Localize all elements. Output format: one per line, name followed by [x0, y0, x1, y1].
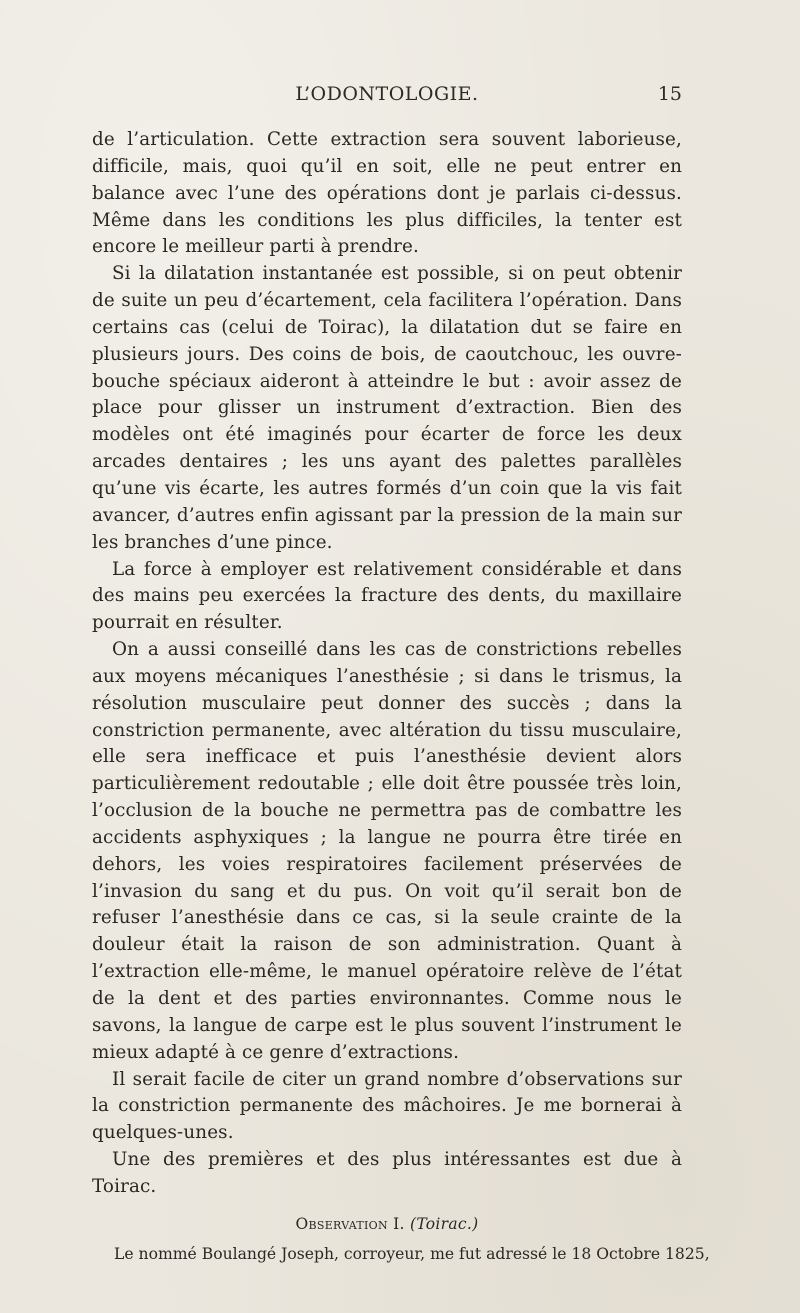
page-header	[92, 83, 682, 113]
observation-source: (Toirac.)	[410, 1214, 479, 1233]
paragraph-toirac: Une des premières et des plus intéressantes est due à Toirac.	[92, 1149, 682, 1197]
page-number: 15	[657, 83, 682, 105]
paragraph-observations: Il serait facile de citer un grand nombre d’observations sur la constriction permanente des mâchoires. Je me bornerai à quelques-unes.	[92, 1068, 682, 1144]
paragraph-dilatation: Si la dilatation instantanée est possible, si on peut obtenir de suite un peu d’écartement, cela facilitera l’opération. Dans certains cas (celui de Toirac), la dilatation dut se faire en plusieurs jours. Des coins de bois, de caoutchouc, les ouvre-bouche spéciaux aideront à atteindre le but : avoir assez de place pour glisser un instrument d’extraction. Bien des modèles ont été imaginés pour écarter de force les deux arcades dentaires ; les uns ayant des palettes parallèles qu’une vis écarte, les autres formés d’un coin que la vis fait avancer, d’autres enfin agissant par la pression de la main sur les branches d’une pince.	[92, 263, 682, 553]
running-title: L’ODONTOLOGIE.	[295, 83, 479, 105]
paragraph-force: La force à employer est relativement considérable et dans des mains peu exercées la fracture des dents, du maxillaire pourrait en résulter.	[92, 558, 682, 634]
body-text	[92, 127, 710, 1267]
observation-text: Le nommé Boulangé Joseph, corroyeur, me fut adressé le 18 Octobre 1825,	[114, 1244, 710, 1263]
paragraph-anesthesie: On a aussi conseillé dans les cas de constrictions rebelles aux moyens mécaniques l’anesthésie ; si dans le trismus, la résolution musculaire peut donner des succès ; dans la constriction permanente, avec altération du tissu musculaire, elle sera inefficace et puis l’anesthésie devient alors particulièrement redoutable ; elle doit être poussée très loin, l’occlusion de la bouche ne permettra pas de combattre les accidents asphyxiques ; la langue ne pourra être tirée en dehors, les voies respiratoires facilement préservées de l’invasion du sang et du pus. On voit qu’il serait bon de refuser l’anesthésie dans ce cas, si la seule crainte de la douleur était la raison de son administration. Quant à l’extraction elle-même, le manuel opératoire relève de l’état de la dent et des parties environnantes. Comme nous le savons, la langue de carpe est le plus souvent l’instrument le mieux adapté à ce genre d’extractions.	[92, 639, 682, 1063]
observation-label: Observation I.	[295, 1214, 405, 1233]
observation-heading	[92, 1211, 682, 1237]
paragraph-articulation: de l’articulation. Cette extraction sera souvent laborieuse, difficile, mais, quoi qu’il en soit, elle ne peut entrer en balance avec l’une des opérations dont je parlais ci-dessus. Même dans les conditions les plus difficiles, la tenter est encore le meilleur parti à prendre.	[92, 129, 682, 258]
